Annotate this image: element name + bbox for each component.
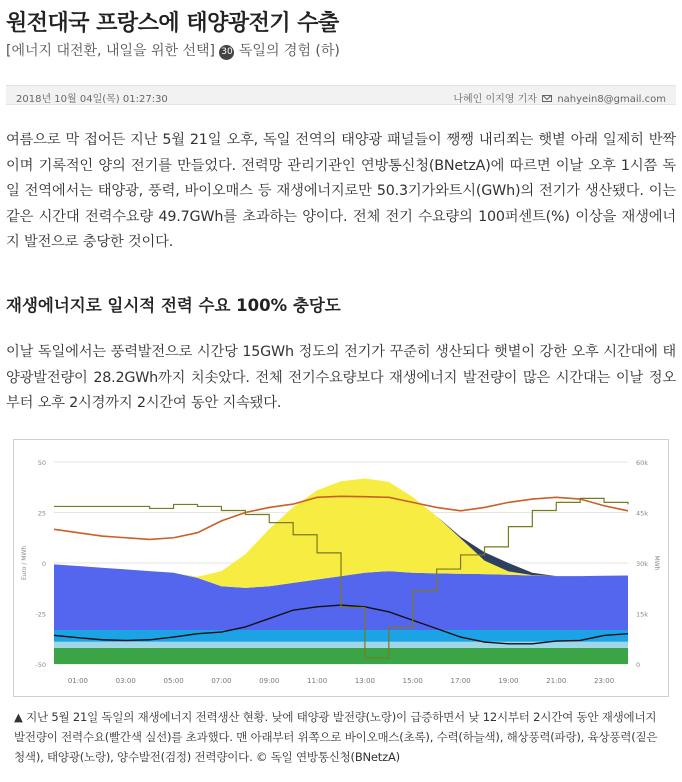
author-names: 나혜인 이지영 기자	[453, 94, 537, 105]
y-left-tick-label: -25	[35, 610, 46, 619]
y-right-tick-label: 60k	[636, 459, 649, 467]
y-left-axis-label: Euro / MWh	[21, 545, 28, 581]
x-tick-label: 07:00	[211, 677, 232, 685]
series-part-label: 독일의 경험 (하)	[238, 43, 340, 59]
series-number-badge: 30	[219, 45, 234, 60]
y-left-tick-label: 50	[37, 459, 46, 467]
x-tick-label: 11:00	[306, 677, 328, 685]
author-info	[453, 90, 666, 105]
energy-chart	[13, 439, 669, 697]
y-right-tick-label: 0	[636, 661, 641, 669]
mail-icon	[542, 95, 552, 102]
x-tick-label: 21:00	[546, 677, 567, 685]
author-email[interactable]: nahyein8@gmail.com	[557, 94, 666, 105]
y-left-tick-label: 25	[37, 509, 46, 518]
y-right-axis-label: MWh	[653, 555, 660, 571]
article-subtitle	[6, 40, 340, 60]
section-heading: 재생에너지로 일시적 전력 수요 100% 충당도	[6, 296, 341, 315]
x-tick-label: 19:00	[498, 677, 519, 685]
x-tick-label: 01:00	[67, 677, 89, 685]
area-series-0	[54, 648, 628, 664]
article-paragraph-2: 이날 독일에서는 풍력발전으로 시간당 15GWh 정도의 전기가 꾸준히 생산되다 햇볕이 강한 오후 시간대에 태양광발전량이 28.2GWh까지 치솟았다. 전체 전기수요량보다 재생에너지 발전량이 많은 시간대는 이날 정오부터 오후 2시경까지 2시간여 동안 지속됐다.	[6, 344, 676, 411]
x-tick-label: 03:00	[115, 677, 136, 685]
energy-chart-svg	[14, 440, 668, 696]
y-left-tick-label: 0	[41, 560, 46, 568]
x-tick-label: 05:00	[163, 677, 184, 685]
article-meta-bar	[6, 85, 676, 105]
y-right-tick-label: 45k	[636, 509, 649, 518]
series-label: [에너지 대전환, 내일을 위한 선택]	[6, 43, 215, 59]
y-right-tick-label: 15k	[636, 610, 649, 619]
y-right-tick-label: 30k	[636, 560, 649, 568]
article-title: 원전대국 프랑스에 태양광전기 수출	[6, 11, 339, 36]
x-tick-label: 23:00	[593, 677, 615, 685]
article-paragraph-1: 여름으로 막 접어든 지난 5월 21일 오후, 독일 전역의 태양광 패널들이 쨍쨍 내리쬐는 햇볕 아래 일제히 반짝이며 기록적인 양의 전기를 만들었다. 전력망 관리기관인 연방통신청(BNetzA)에 따르면 이날 오후 1시쯤 독일 전역에서는 태양광, 풍력, 바이오매스 등 재생에너지로만 50.3기가와트시(GWh)의 전기가 생산됐다. 이는 같은 시간대 전력수요량 49.7GWh를 초과하는 양이다. 전체 전기 수요량의 100퍼센트(%) 이상을 재생에너지 발전으로 충당한 것이다.	[6, 132, 676, 250]
y-left-tick-label: -50	[35, 661, 46, 669]
x-tick-label: 13:00	[354, 677, 376, 685]
chart-caption: ▲ 지난 5월 21일 독일의 재생에너지 전력생산 현황. 낮에 태양광 발전량(노랑)이 급증하면서 낮 12시부터 2시간여 동안 재생에너지 발전량이 전력수요(빨간색 실선)를 초과했다. 맨 아래부터 위쪽으로 바이오매스(초록), 수력(하늘색), 해상풍력(파랑), 육상풍력(짙은 청색), 태양광(노랑), 양수발전(검정) 전력량이다. © 독일 연방통신청(BNetzA)	[14, 710, 658, 764]
publish-date: 2018년 10월 04일(목) 01:27:30	[16, 94, 168, 105]
x-tick-label: 15:00	[402, 677, 423, 685]
x-tick-label: 09:00	[259, 677, 280, 685]
x-tick-label: 17:00	[450, 677, 471, 685]
